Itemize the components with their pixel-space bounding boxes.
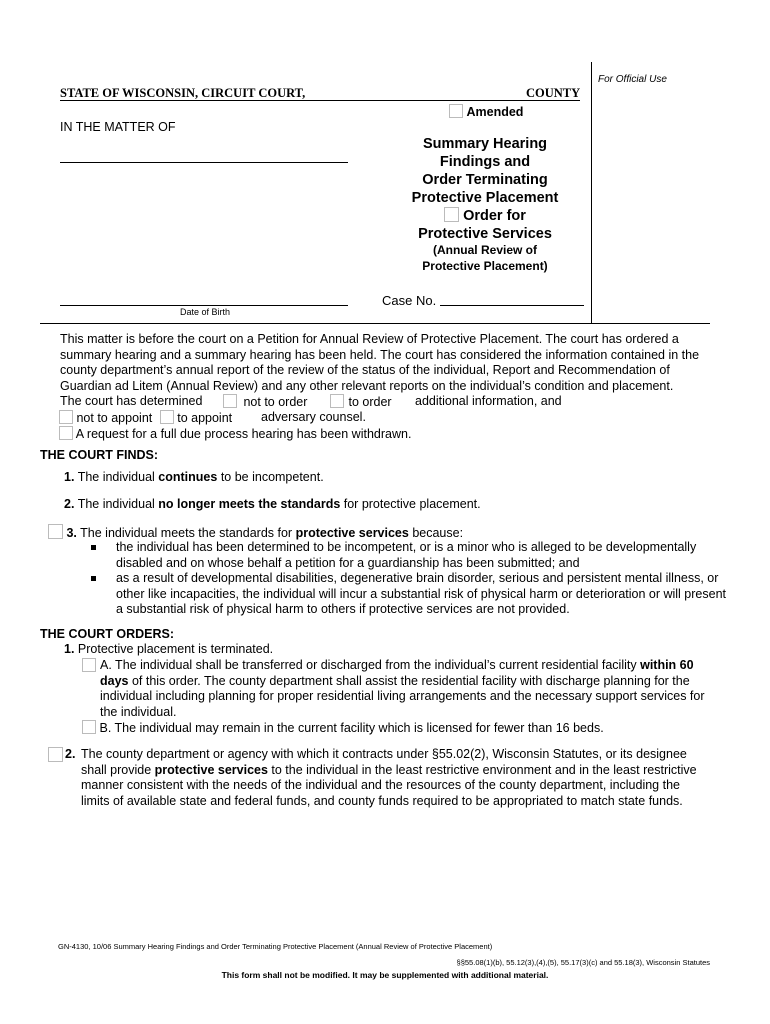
- order-1: [64, 642, 273, 658]
- finding-2: [64, 497, 481, 513]
- county-label: COUNTY: [526, 86, 581, 100]
- title-line-5-text: Order for: [463, 208, 526, 224]
- not-to-order-checkbox[interactable]: [223, 394, 237, 408]
- order-2-pre: The county department or agency with which it contracts under §55.02(2), Wisconsin Statutes, or its designee shall provide: [81, 747, 687, 777]
- dob-line[interactable]: [60, 305, 348, 306]
- title-line-7: (Annual Review of: [432, 243, 537, 257]
- order-2-post: to the individual in the least restrictive environment and in the least restrictive manner consistent with the needs of the individual and the resources of the county department, including the limits of available state and federal funds, and county funds required to be appropriated to match state funds.: [81, 762, 697, 808]
- title-line-6: Protective Services: [418, 226, 552, 242]
- to-order-label: to order: [348, 395, 392, 409]
- dob-label: Date of Birth: [180, 307, 231, 317]
- not-to-order-label: not to order: [243, 395, 308, 409]
- finding-3-checkbox[interactable]: [48, 524, 63, 539]
- determination-row: [60, 394, 202, 410]
- finding-1-pre: The individual: [77, 470, 159, 484]
- order-1a-pre: A. The individual shall be transferred or discharged from the individual’s current residential facility: [100, 658, 641, 672]
- order-1b: [82, 720, 604, 737]
- title-line-2: Findings and: [439, 154, 531, 170]
- matter-name-line[interactable]: [60, 162, 348, 163]
- order-1a-post: of this order. The county department shall assist the residential facility with discharge planning for the individual including planning for proper residential living arrangements and the necessary support services for the individual.: [100, 673, 705, 719]
- protective-services-checkbox[interactable]: [444, 207, 459, 222]
- finding-2-post: for protective placement.: [340, 497, 481, 511]
- official-use-label: For Official Use: [598, 74, 667, 85]
- order-1-number: 1.: [64, 642, 75, 656]
- order-1a-bold: within 60 days: [100, 658, 694, 688]
- footer-form-id: GN-4130, 10/06 Summary Hearing Findings and Order Terminating Protective Placement (Annual Review of Protective Placement): [58, 942, 493, 951]
- finding-3-post: because:: [408, 526, 464, 540]
- official-use-border: [591, 62, 592, 324]
- finding-3-pre: The individual meets the standards for: [80, 526, 296, 540]
- amended-label: Amended: [466, 105, 524, 119]
- not-to-order-option: [223, 394, 307, 411]
- title-line-3: Order Terminating: [422, 172, 548, 188]
- finding-1-number: 1.: [64, 470, 75, 484]
- finding-1-bold: continues: [158, 470, 218, 484]
- order-1a: [82, 658, 712, 720]
- finding-3-bullets: [79, 540, 734, 618]
- order-2: [48, 747, 708, 809]
- not-to-appoint-label: not to appoint: [76, 411, 153, 425]
- order-1b-text: B. The individual may remain in the current facility which is licensed for fewer than 16 beds.: [99, 721, 604, 735]
- title-line-1: Summary Hearing: [422, 136, 548, 152]
- finding-3-bold: protective services: [295, 526, 409, 540]
- order-1b-checkbox[interactable]: [82, 720, 96, 734]
- amended-checkbox[interactable]: [449, 104, 463, 118]
- footer-notice: This form shall not be modified. It may be supplemented with additional material.: [221, 970, 549, 980]
- case-no-line[interactable]: [440, 305, 584, 306]
- adversary-label: adversary counsel.: [261, 410, 366, 424]
- title-line-4: Protective Placement: [411, 190, 559, 206]
- finding-2-number: 2.: [64, 497, 75, 511]
- order-2-number: 2.: [65, 747, 76, 761]
- court-name: STATE OF WISCONSIN, CIRCUIT COURT,: [60, 86, 306, 100]
- finding-1-post: to be incompetent.: [217, 470, 324, 484]
- finding-1: [64, 470, 324, 486]
- finding-2-pre: The individual: [77, 497, 159, 511]
- form-title: [395, 135, 575, 274]
- title-line-8: Protective Placement): [422, 258, 548, 273]
- finding-3-bullet-1: the individual has been determined to be incompetent, or is a minor who is alleged to be developmentally disabled and on whose behalf a petition for a guardianship has been submitted; and: [79, 540, 734, 571]
- finding-3-number: 3.: [66, 526, 77, 540]
- amended-row: [449, 104, 523, 121]
- header-bottom-rule: [591, 323, 710, 324]
- order-2-checkbox[interactable]: [48, 747, 63, 762]
- to-appoint-checkbox[interactable]: [160, 410, 174, 424]
- determined-label: The court has determined: [60, 394, 203, 408]
- to-order-option: [330, 394, 392, 411]
- intro-paragraph: This matter is before the court on a Petition for Annual Review of Protective Placement. The court has ordered a summary hearing and a summary hearing has been held. The court has considered the information contained in the county department’s annual report of the review of the status of the individual, Report and Recommendation of Guardian ad Litem (Annual Review) and any other relevant reports on the individual’s condition and placement.: [60, 332, 700, 393]
- withdrawn-row: [59, 426, 411, 443]
- additional-info-label: additional information, and: [415, 394, 562, 408]
- title-line-5: [395, 207, 575, 225]
- finds-heading: THE COURT FINDS:: [40, 448, 159, 462]
- finding-3-bullet-2: as a result of developmental disabilities, degenerative brain disorder, serious and persistent mental illness, or other like incapacities, the individual will incur a substantial risk of physical harm or deterioration or will present a substantial risk of physical harm to others if protective services are not provided.: [79, 571, 734, 618]
- order-2-bold: protective services: [154, 762, 268, 777]
- withdrawn-label: A request for a full due process hearing has been withdrawn.: [75, 427, 412, 441]
- header-rule: [40, 323, 591, 324]
- footer-statutes: §§55.08(1)(b), 55.12(3),(4),(5), 55.17(3)(c) and 55.18(3), Wisconsin Statutes: [456, 958, 710, 967]
- order-1a-checkbox[interactable]: [82, 658, 96, 672]
- withdrawn-checkbox[interactable]: [59, 426, 73, 440]
- matter-label: IN THE MATTER OF: [60, 120, 176, 134]
- appointment-row: [59, 410, 232, 427]
- court-rule: [60, 100, 580, 101]
- finding-2-bold: no longer meets the standards: [158, 497, 341, 511]
- to-order-checkbox[interactable]: [330, 394, 344, 408]
- order-1-text: Protective placement is terminated.: [77, 642, 274, 656]
- to-appoint-label: to appoint: [177, 411, 233, 425]
- finding-3: [48, 524, 463, 542]
- orders-heading: THE COURT ORDERS:: [40, 627, 175, 641]
- case-no-label: Case No.: [382, 293, 437, 308]
- not-to-appoint-checkbox[interactable]: [59, 410, 73, 424]
